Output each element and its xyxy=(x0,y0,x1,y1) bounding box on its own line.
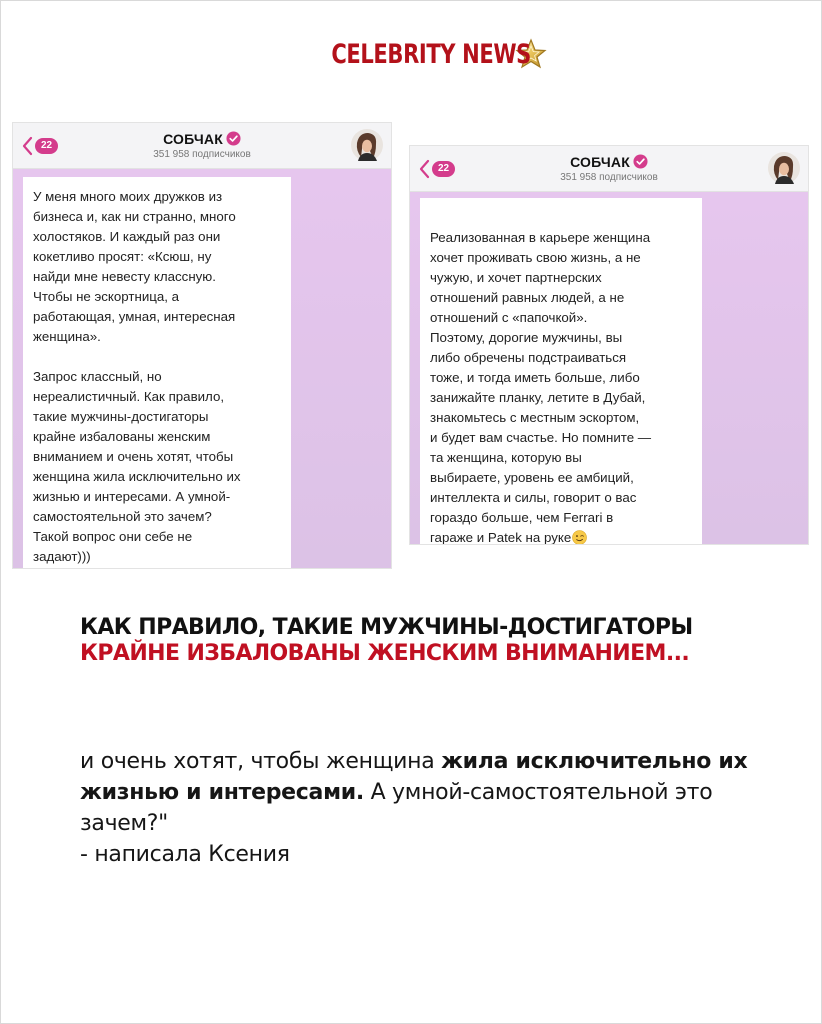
chat-header xyxy=(410,146,808,192)
quote-attribution: - написала Ксения xyxy=(80,842,290,867)
quote-text-1: и очень хотят, чтобы женщина xyxy=(80,749,442,774)
quote-bold: жила исключительно их жизнью и интересами. xyxy=(80,749,748,805)
channel-title xyxy=(13,131,391,147)
verified-icon xyxy=(633,154,648,169)
chat-header xyxy=(13,123,391,169)
quote-text-2: А умной-самостоятельной это зачем?" xyxy=(80,780,713,836)
channel-title xyxy=(410,154,808,170)
avatar[interactable] xyxy=(768,152,800,184)
avatar[interactable] xyxy=(351,129,383,161)
brand-title: CELEBRITY NEWS xyxy=(331,38,531,70)
headline-highlight: КРАЙНЕ ИЗБАЛОВАНЫ ЖЕНСКИМ ВНИМАНИЕМ... xyxy=(80,641,690,666)
subscriber-count: 351 958 подписчиков xyxy=(560,172,658,183)
headline-text: КАК ПРАВИЛО, ТАКИЕ МУЖЧИНЫ-ДОСТИГАТОРЫ xyxy=(80,615,693,640)
message-bubble xyxy=(420,198,702,544)
channel-name: СОБЧАК xyxy=(163,131,223,147)
unread-badge: 22 xyxy=(35,138,58,154)
subscriber-count: 351 958 подписчиков xyxy=(153,149,251,160)
quote-paragraph xyxy=(80,746,780,870)
message-text: Реализованная в карьере женщина хочет проживать свою жизнь, а не чужую, и хочет партнерских отношений равных людей, а не отношений с «папочкой». Поэтому, дорогие мужчины, вы либо обречены подстраиваться тоже, и тогда иметь больше, либо занижайте планку, летите в Дубай, знакомьтесь с местным эскортом, и будет вам счастье. Но помните — та женщина, которую вы выбираете, уровень ее амбиций, интеллекта и силы, говорит о вас гораздо больше, чем Ferrari в гараже и Patek на руке xyxy=(430,230,652,544)
headline xyxy=(80,615,780,667)
verified-icon xyxy=(226,131,241,146)
chat-screenshot-left xyxy=(13,123,391,568)
chat-screenshot-right xyxy=(410,146,808,544)
unread-badge: 22 xyxy=(432,161,455,177)
wink-emoji-icon xyxy=(572,530,587,544)
brand-header xyxy=(0,38,822,70)
message-bubble: У меня много моих дружков из бизнеса и, как ни странно, много холостяков. И каждый раз они кокетливо просят: «Ксюш, ну найди мне невесту классную. Чтобы не эскортница, а работающая, умная, интересная женщина». Запрос классный, но нереалистичный. Как правило, такие мужчины-достигаторы крайне избалованы женским вниманием и очень хотят, чтобы женщина жила исключительно их жизнью и интересами. А умной- самостоятельной это зачем? Такой вопрос они себе не задают))) xyxy=(23,177,291,568)
channel-name: СОБЧАК xyxy=(570,154,630,170)
